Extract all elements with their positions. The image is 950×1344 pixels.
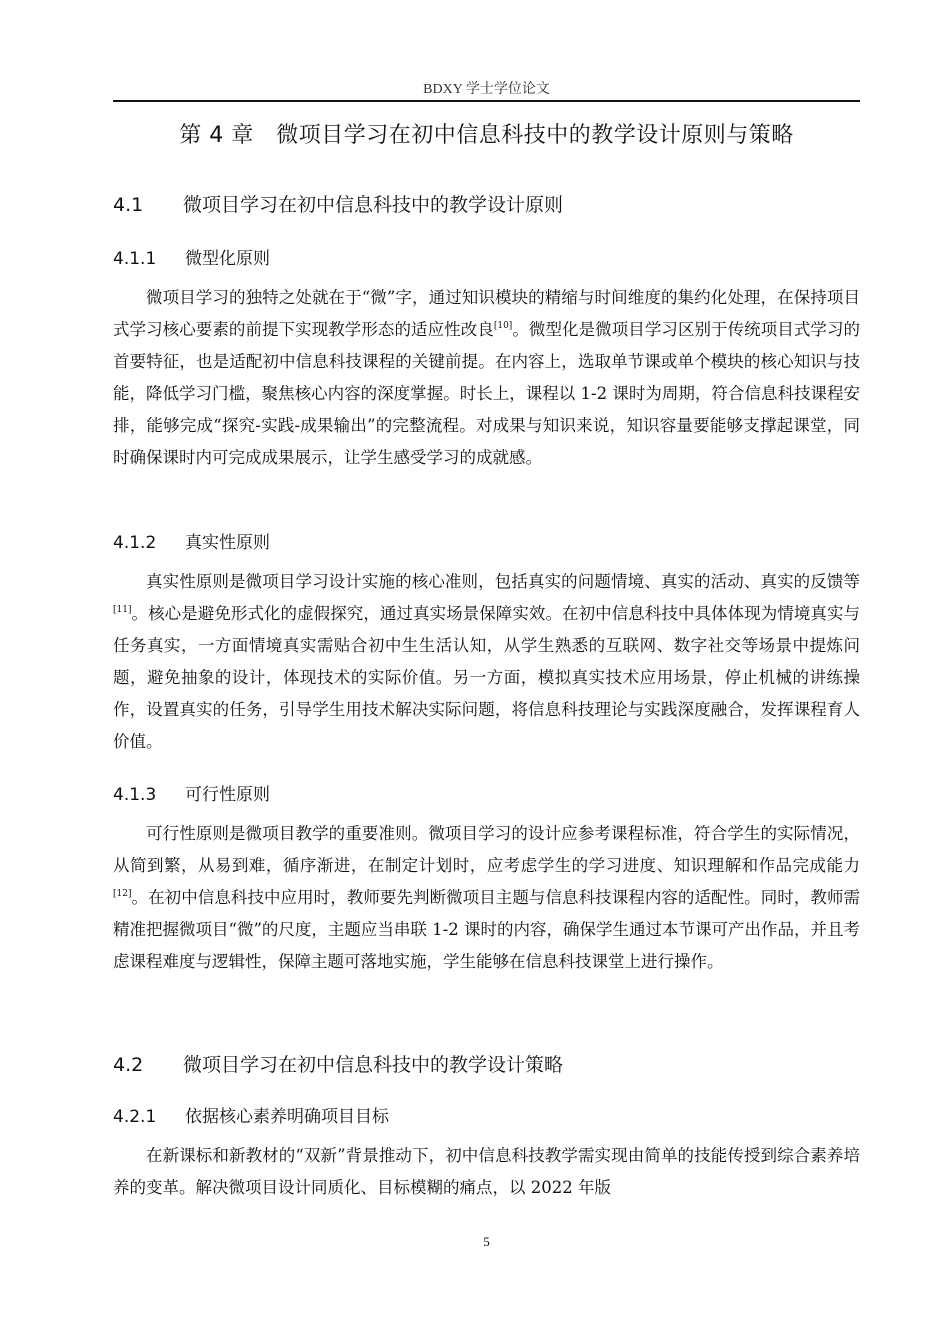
citation: [12] bbox=[113, 889, 132, 899]
subsection-number: 4.1.3 bbox=[113, 785, 157, 805]
subsection-title: 可行性原则 bbox=[185, 785, 270, 805]
chapter-title: 第 4 章 微项目学习在初中信息科技中的教学设计原则与策略 bbox=[179, 123, 794, 148]
page-number: 5 bbox=[483, 1234, 490, 1249]
subsection-number: 4.2.1 bbox=[113, 1107, 157, 1127]
subsection-number: 4.1.1 bbox=[113, 249, 157, 269]
citation: [10] bbox=[493, 321, 513, 331]
paragraph-4-1-2 bbox=[113, 566, 860, 758]
paragraph-text: 。在初中信息科技中应用时，教师要先判断微项目主题与信息科技课程内容的适配性。同时，教师需精准把握微项目“微”的尺度，主题应当串联 1-2 课时的内容，确保学生通过本节课可产出作品，并且考虑课程难度与逻辑性，保障主题可落地实施，学生能够在信息科技课堂上进行操作。 bbox=[113, 888, 860, 971]
section-title: 微项目学习在初中信息科技中的教学设计原则 bbox=[183, 194, 564, 216]
paragraph-text: 。核心是避免形式化的虚假探究，通过真实场景保障实效。在初中信息科技中具体体现为情境真实与任务真实，一方面情境真实需贴合初中生生活认知，从学生熟悉的互联网、数字社交等场景中提炼问题，避免抽象的设计，体现技术的实际价值。另一方面，模拟真实技术应用场景，停止机械的讲练操作，设置真实的任务，引导学生用技术解决实际问题，将信息科技理论与实践深度融合，发挥课程育人价值。 bbox=[113, 604, 860, 751]
section-title: 微项目学习在初中信息科技中的教学设计策略 bbox=[183, 1054, 564, 1076]
section-number: 4.2 bbox=[113, 1054, 144, 1076]
subsection-number: 4.1.2 bbox=[113, 533, 157, 553]
section-heading-4-2 bbox=[113, 1050, 563, 1077]
citation: [11] bbox=[113, 605, 132, 615]
paragraph-4-1-3 bbox=[113, 818, 860, 978]
paragraph-text: 。微型化是微项目学习区别于传统项目式学习的首要特征，也是适配初中信息科技课程的关键前提。在内容上，选取单节课或单个模块的核心知识与技能，降低学习门槛，聚焦核心内容的深度掌握。时长上，课程以 1-2 课时为周期，符合信息科技课程安排，能够完成“探究-实践-成果输出”的完整流程。对成果与知识来说，知识容量要能够支撑起课堂，同时确保课时内可完成成果展示，让学生感受学习的成就感。 bbox=[113, 320, 861, 467]
subsection-heading-4-1-2 bbox=[113, 528, 270, 553]
paragraph-text: 真实性原则是微项目学习设计实施的核心准则，包括真实的问题情境、真实的活动、真实的反馈等 bbox=[146, 572, 860, 591]
subsection-title: 真实性原则 bbox=[185, 533, 270, 553]
subsection-heading-4-1-1 bbox=[113, 244, 270, 269]
subsection-heading-4-1-3 bbox=[113, 780, 270, 805]
subsection-title: 依据核心素养明确项目目标 bbox=[185, 1107, 389, 1127]
paragraph-text: 微项目学习的独特之处就在于“微”字，通过知识模块的精缩与时间维度的集约化处理，在保持项目式学习核心要素的前提下实现教学形态的适应性改良 bbox=[113, 288, 860, 339]
subsection-heading-4-2-1 bbox=[113, 1102, 389, 1127]
header-rule bbox=[113, 100, 860, 102]
paragraph-4-2-1: 在新课标和新教材的“双新”背景推动下，初中信息科技教学需实现由简单的技能传授到综合素养培养的变革。解决微项目设计同质化、目标模糊的痛点，以 2022 年版 bbox=[113, 1146, 860, 1197]
running-header: BDXY 学士学位论文 bbox=[423, 82, 550, 97]
section-number: 4.1 bbox=[113, 194, 144, 216]
paragraph-4-1-1 bbox=[113, 282, 860, 474]
paragraph-text: 可行性原则是微项目教学的重要准则。微项目学习的设计应参考课程标准，符合学生的实际情况，从简到繁，从易到难，循序渐进，在制定计划时，应考虑学生的学习进度、知识理解和作品完成能力 bbox=[113, 824, 860, 875]
section-heading-4-1 bbox=[113, 190, 563, 217]
subsection-title: 微型化原则 bbox=[185, 249, 270, 269]
